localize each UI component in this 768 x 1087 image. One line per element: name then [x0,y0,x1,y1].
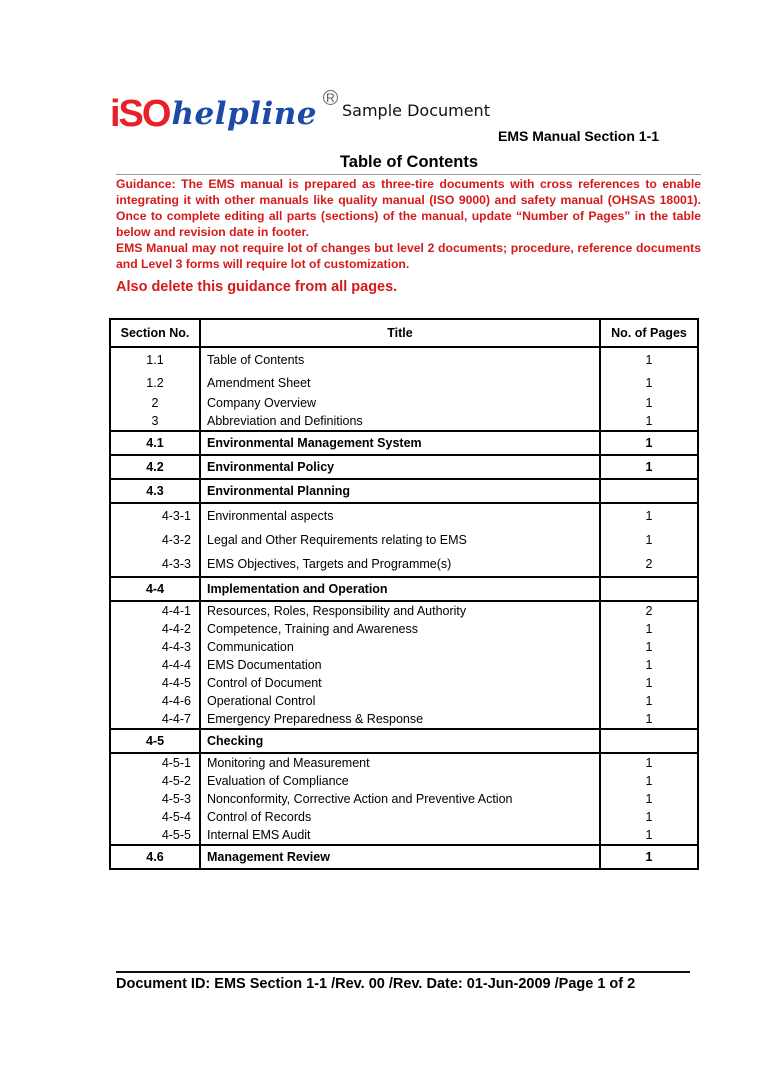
page-count: 1 [600,455,698,479]
page-count: 1 [600,347,698,371]
registered-icon: R [323,90,338,105]
table-row [110,455,698,479]
section-title: Environmental Policy [200,455,600,479]
section-title: Amendment Sheet [200,371,600,394]
delete-guidance-note: Also delete this guidance from all pages. [116,279,398,295]
table-row [110,528,698,552]
header-title: Title [200,319,600,347]
section-title: EMS Documentation [200,656,600,674]
section-title: Environmental Management System [200,431,600,455]
table-row [110,826,698,845]
isohelpline-logo [110,90,490,135]
table-row [110,552,698,577]
section-number: 4.6 [110,845,200,869]
page-count: 1 [600,790,698,808]
page-count: 1 [600,808,698,826]
section-title: Company Overview [200,394,600,412]
page-count: 1 [600,710,698,729]
table-row [110,772,698,790]
section-title: Control of Document [200,674,600,692]
page-count: 1 [600,503,698,528]
toc-table [109,318,699,870]
table-row [110,347,698,371]
section-number: 4-4 [110,577,200,601]
page-count [600,729,698,753]
page-count [600,577,698,601]
table-row [110,479,698,503]
section-title: Monitoring and Measurement [200,753,600,772]
section-number: 4.1 [110,431,200,455]
section-number: 4-5-4 [110,808,200,826]
logo-helpline-text: helpline [171,96,317,132]
section-number: 4-4-6 [110,692,200,710]
section-title: Table of Contents [200,347,600,371]
page-count: 1 [600,656,698,674]
logo-tagline: Sample Document [342,101,490,120]
page-count: 1 [600,772,698,790]
section-number: 4-5 [110,729,200,753]
section-title: EMS Objectives, Targets and Programme(s) [200,552,600,577]
table-row [110,638,698,656]
section-number: 2 [110,394,200,412]
table-row [110,394,698,412]
section-number: 4-4-3 [110,638,200,656]
table-row [110,656,698,674]
page-count: 1 [600,753,698,772]
section-title: Competence, Training and Awareness [200,620,600,638]
section-number: 4-5-3 [110,790,200,808]
table-row [110,790,698,808]
section-number: 4-3-2 [110,528,200,552]
page-count: 1 [600,692,698,710]
page-count: 1 [600,371,698,394]
section-label: EMS Manual Section 1-1 [498,128,660,144]
footer-divider [116,971,690,973]
page-title: Table of Contents [339,153,479,171]
section-number: 3 [110,412,200,431]
page-count: 1 [600,528,698,552]
section-number: 4-5-2 [110,772,200,790]
section-number: 4-3-1 [110,503,200,528]
page-count [600,479,698,503]
guidance-paragraph-1: Guidance: The EMS manual is prepared as three-tire documents with cross references to enable integrating it with other manuals like quality manual (ISO 9000) and safety manual (OHSAS 18001). Once to complete editing all parts (sections) of the manual, update “Number of Pages” in the table below and revision date in footer. [116,177,701,239]
page-count: 1 [600,845,698,869]
page-count: 1 [600,826,698,845]
section-number: 4-5-1 [110,753,200,772]
table-row [110,808,698,826]
page-count: 2 [600,552,698,577]
page-count: 2 [600,601,698,620]
section-number: 1.2 [110,371,200,394]
guidance-block [116,176,701,272]
section-title: Nonconformity, Corrective Action and Preventive Action [200,790,600,808]
section-title: Resources, Roles, Responsibility and Authority [200,601,600,620]
section-title: Abbreviation and Definitions [200,412,600,431]
table-row [110,601,698,620]
page-count: 1 [600,620,698,638]
section-number: 4-4-7 [110,710,200,729]
section-number: 1.1 [110,347,200,371]
page-count: 1 [600,674,698,692]
document-footer: Document ID: EMS Section 1-1 /Rev. 00 /Rev. Date: 01-Jun-2009 /Page 1 of 2 [116,976,636,992]
section-title: Environmental Planning [200,479,600,503]
section-number: 4-3-3 [110,552,200,577]
table-row [110,412,698,431]
logo-iso-text: iSO [110,93,170,135]
section-number: 4-4-2 [110,620,200,638]
page-count: 1 [600,638,698,656]
title-divider [116,174,701,175]
section-title: Management Review [200,845,600,869]
section-number: 4-4-1 [110,601,200,620]
header-section-no: Section No. [110,319,200,347]
table-row [110,577,698,601]
table-row [110,503,698,528]
section-number: 4-4-5 [110,674,200,692]
section-number: 4-5-5 [110,826,200,845]
guidance-paragraph-2: EMS Manual may not require lot of changes but level 2 documents; procedure, reference documents and Level 3 forms will require lot of customization. [116,241,701,271]
section-title: Internal EMS Audit [200,826,600,845]
section-number: 4-4-4 [110,656,200,674]
table-row [110,431,698,455]
table-row [110,692,698,710]
table-row [110,753,698,772]
section-title: Evaluation of Compliance [200,772,600,790]
section-title: Control of Records [200,808,600,826]
table-row [110,620,698,638]
section-title: Environmental aspects [200,503,600,528]
section-number: 4.3 [110,479,200,503]
table-header-row [110,319,698,347]
table-row [110,729,698,753]
section-title: Legal and Other Requirements relating to EMS [200,528,600,552]
section-number: 4.2 [110,455,200,479]
page-count: 1 [600,431,698,455]
table-row [110,845,698,869]
table-row [110,674,698,692]
section-title: Implementation and Operation [200,577,600,601]
page-count: 1 [600,412,698,431]
section-title: Checking [200,729,600,753]
table-row [110,710,698,729]
page-count: 1 [600,394,698,412]
table-row [110,371,698,394]
section-title: Emergency Preparedness & Response [200,710,600,729]
section-title: Communication [200,638,600,656]
header-pages: No. of Pages [600,319,698,347]
section-title: Operational Control [200,692,600,710]
